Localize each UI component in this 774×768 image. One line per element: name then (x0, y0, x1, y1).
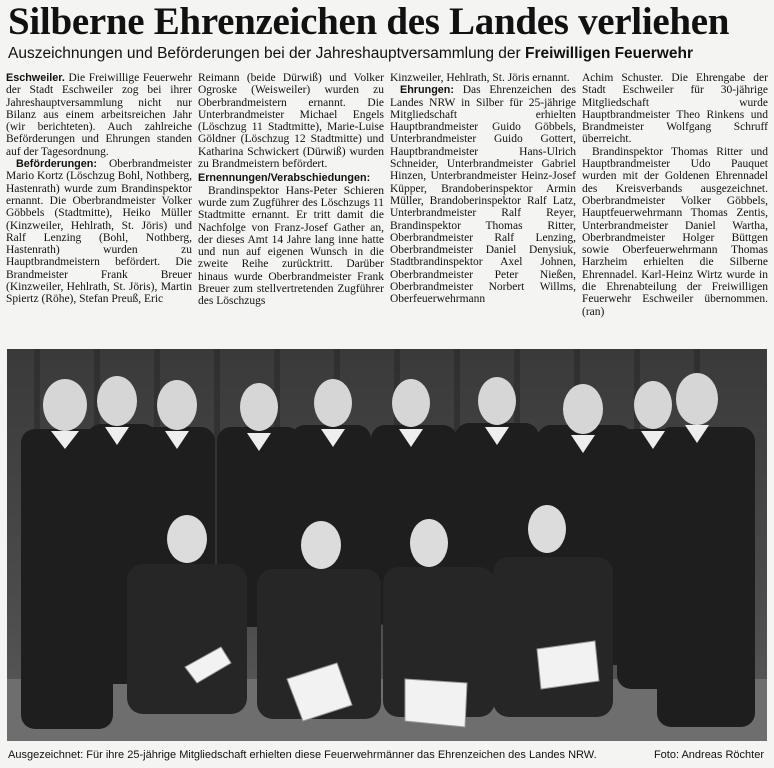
subheadline (8, 42, 768, 66)
group-photo-illustration (7, 349, 767, 741)
caption-text: Für ihre 25-jährige Mitgliedschaft erhielten diese Feuerwehrmänner das Ehrenzeichen des Landes NRW. (86, 749, 597, 761)
promotions-paragraph: Oberbrandmeister Mario Kortz (Löschzug Bohl, Nothberg, Hastenrath) wurde zum Brandinspektor ernannt. Die Oberbrandmeister Volker Göbbels (Stadtmitte), Heiko Müller (Kinzweiler, Hehlrath, St. Jöris) und Ralf Lenzing (Bohl, Nothberg, Hastenrath) wurden zu Hauptbrandmeistern befördert. Die Brandmeister Frank Breuer (Kinzweiler, Hehlrath, St. Jöris), Martin Spiertz (Röhe), Stefan Preuß, Eric (6, 158, 192, 306)
article-column-4 (582, 72, 768, 344)
honors-paragraph-2: Brandinspektor Thomas Ritter und Hauptbrandmeister Udo Pauquet wurden mit der Goldenen Ehrennadel des Kreisverbands ausgezeichnet. Oberbrandmeister Volker Göbbels, Hauptfeuerwehrmann Thomas Zentis, Unterbrandmeister Daniel Wartha, Oberbrandmeister Holger Büttgen sowie Oberfeuerwehrmann Thomas Harzheim erhielten die Silberne Ehrennadel. Karl-Heinz Wirtz wurde in die Ehrenabteilung der Freiwilligen Feuerwehr Eschweiler übernommen. (ran) (582, 145, 768, 318)
appointments-paragraph: Brandinspektor Hans-Peter Schieren wurde zum Zugführer des Löschzugs 11 Stadtmitte ernannt. Er tritt damit die Nachfolge von Franz-Josef Gather an, der dieses Amt 14 Jahre lang inne hatte und nun auf eigenen Wunsch in die zweite Reihe zurücktritt. Darüber hinaus wurde Oberbrandmeister Frank Breuer zum stellvertretenden Zugführer des Löschzugs (198, 184, 384, 308)
section-label-befoerderungen: Beförderungen: (16, 158, 97, 171)
appointments-continued: Kinzweiler, Hehlrath, St. Jöris ernannt. (390, 72, 570, 84)
dateline: Eschweiler. (6, 72, 65, 84)
headline: Silberne Ehrenzeichen des Landes verliehen (8, 0, 730, 43)
article-column-3 (390, 72, 576, 344)
group-photo (7, 349, 767, 741)
subhead-text: Auszeichnungen und Beförderungen bei der Jahreshauptversammlung der (8, 45, 521, 62)
article-column-1 (6, 72, 192, 344)
section-label-ernennungen: Ernennungen/Verabschiedungen: (198, 172, 371, 185)
article-body (6, 72, 766, 344)
subhead-bold: Freiwilligen Feuerwehr (525, 45, 693, 62)
article-column-2 (198, 72, 384, 344)
section-label-ehrungen: Ehrungen: (400, 84, 454, 97)
intro-paragraph: Die Freiwillige Feuerwehr der Stadt Eschweiler zog bei ihrer Jahreshauptversammlung nicht nur Bilanz aus einem arbeitsreichen Jahr (wir berichteten). Auch zahlreiche Beförderungen und Ehrungen standen auf der Tagesordnung. (6, 72, 192, 158)
photo-credit: Foto: Andreas Röchter (653, 749, 764, 761)
caption-label: Ausgezeichnet: (8, 749, 84, 761)
photo-caption (8, 745, 628, 765)
promotions-continued: Reimann (beide Dürwiß) und Volker Ogroske (Weisweiler) wurden zu Oberbrandmeistern ernannt. Die Unterbrandmeister Michael Engels (Löschzug 11 Stadtmitte), Marie-Luise Göldner (Löschzug 12 Stadtmitte) und Katharina Schwickert (Dürwiß) wurden zu Brandmeistern befördert. (198, 72, 384, 171)
honors-paragraph: Das Ehrenzeichen des Landes NRW in Silber für 25-jährige Mitgliedschaft erhielten Hauptbrandmeister Guido Göbbels, Unterbrandmeister Guido Gottert, Hauptbrandmeister Hans-Ulrich Schneider, Unterbrandmeister Gabriel Hinzen, Unterbrandmeister Heinz-Josef Küpper, Brandoberinspektor Armin Müller, Brandoberinspektor Ralf Latz, Unterbrandmeister Ralf Reyer, Brandinspektor Thomas Ritter, Oberbrandmeister Ralf Lenzing, Oberbrandmeister Daniel Denysiuk, Stadtbrandinspektor Axel Johnen, Oberbrandmeister Peter Nießen, Oberbrandmeister Norbert Willms, Oberfeuerwehrmann (390, 84, 576, 306)
honors-continued: Achim Schuster. Die Ehrengabe der Stadt Eschweiler für 30-jährige Mitgliedschaft wurde Hauptbrandmeister Theo Rinkens und Brandmeister Wolfgang Schruff überreicht. (582, 72, 768, 146)
